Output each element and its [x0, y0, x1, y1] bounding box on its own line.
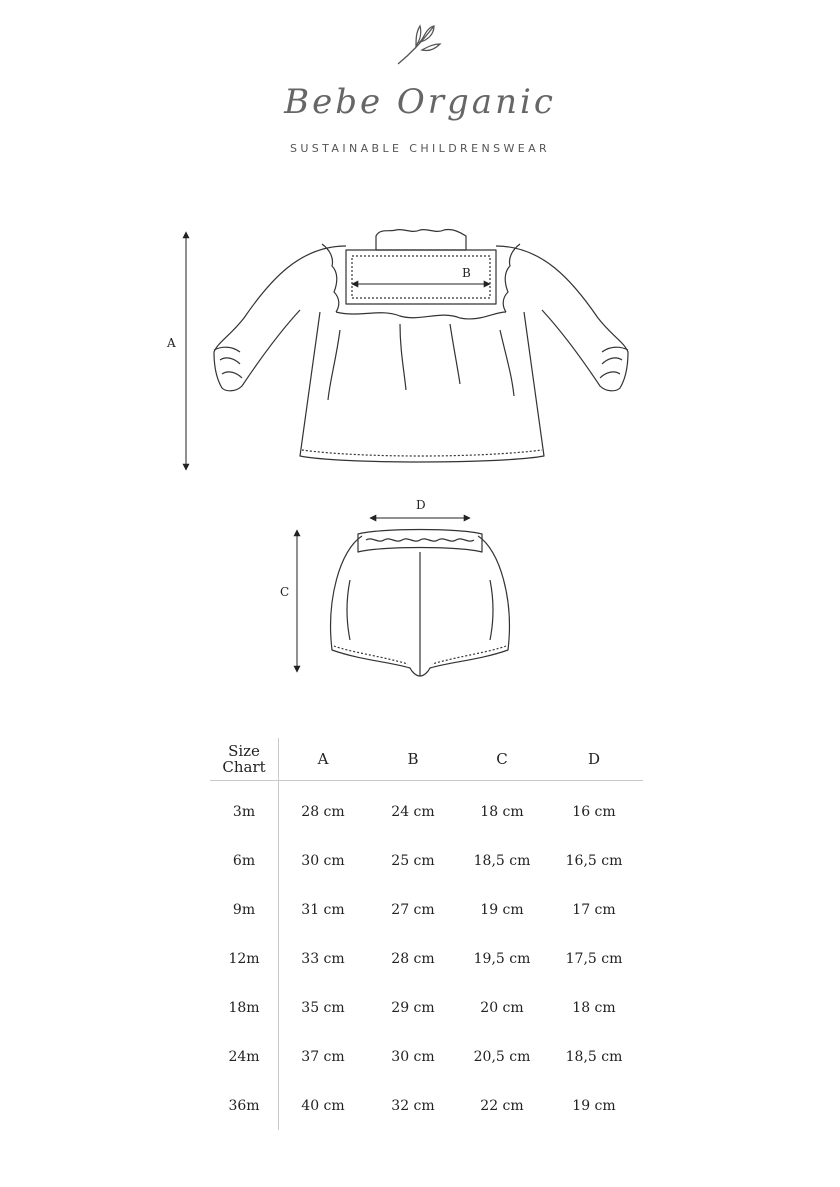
size-cell: 9m — [210, 885, 279, 934]
size-cell: 3m — [210, 781, 279, 837]
dimension-a-label: A — [167, 336, 176, 350]
measurement-cell: 25 cm — [391, 852, 435, 869]
table-row — [210, 934, 643, 983]
measurement-cell: 37 cm — [301, 1048, 345, 1065]
column-header-d: D — [545, 738, 643, 781]
size-cell: 18m — [210, 983, 279, 1032]
measurement-cell: 40 cm — [301, 1097, 345, 1114]
column-header-b: B — [367, 738, 459, 781]
column-header-c: C — [459, 738, 545, 781]
dimension-b-label: B — [462, 266, 471, 280]
table-row — [210, 1081, 643, 1130]
measurement-cell: 30 cm — [391, 1048, 435, 1065]
measurement-cell: 18 cm — [480, 803, 524, 820]
measurement-cell: 33 cm — [301, 950, 345, 967]
measurement-cell: 17 cm — [572, 901, 616, 918]
dimension-d-label: D — [416, 498, 426, 512]
table-row — [210, 1032, 643, 1081]
table-row — [210, 885, 643, 934]
brand-tagline: SUSTAINABLE CHILDRENSWEAR — [289, 142, 551, 155]
measurement-cell: 24 cm — [391, 803, 435, 820]
measurement-cell: 20 cm — [480, 999, 524, 1016]
table-row — [210, 781, 643, 837]
size-cell: 36m — [210, 1081, 279, 1130]
measurement-cell: 35 cm — [301, 999, 345, 1016]
measurement-cell: 29 cm — [391, 999, 435, 1016]
measurement-cell: 27 cm — [391, 901, 435, 918]
measurement-cell: 19 cm — [480, 901, 524, 918]
measurement-cell: 28 cm — [391, 950, 435, 967]
size-cell: 6m — [210, 836, 279, 885]
measurement-cell: 16,5 cm — [565, 852, 623, 869]
measurement-cell: 30 cm — [301, 852, 345, 869]
column-header-a: A — [279, 738, 368, 781]
measurement-cell: 28 cm — [301, 803, 345, 820]
measurement-cell: 22 cm — [480, 1097, 524, 1114]
measurement-cell: 18,5 cm — [473, 852, 531, 869]
measurement-cell: 17,5 cm — [565, 950, 623, 967]
size-chart-header-row — [210, 738, 643, 781]
table-row — [210, 983, 643, 1032]
measurement-cell: 16 cm — [572, 803, 616, 820]
measurement-cell: 32 cm — [391, 1097, 435, 1114]
size-chart-header-label: Size Chart — [210, 738, 279, 781]
measurement-cell: 19,5 cm — [473, 950, 531, 967]
measurement-cell: 18,5 cm — [565, 1048, 623, 1065]
measurement-cell: 18 cm — [572, 999, 616, 1016]
blouse-outline — [214, 229, 628, 462]
brand-name: Bebe Organic — [284, 82, 556, 122]
measurement-cell: 31 cm — [301, 901, 345, 918]
dimension-c-label: C — [280, 585, 290, 599]
measurement-cell: 19 cm — [572, 1097, 616, 1114]
table-row — [210, 836, 643, 885]
measurement-cell: 20,5 cm — [473, 1048, 531, 1065]
size-chart-table — [210, 738, 643, 1130]
bloomers-outline — [331, 530, 510, 677]
size-cell: 24m — [210, 1032, 279, 1081]
size-cell: 12m — [210, 934, 279, 983]
